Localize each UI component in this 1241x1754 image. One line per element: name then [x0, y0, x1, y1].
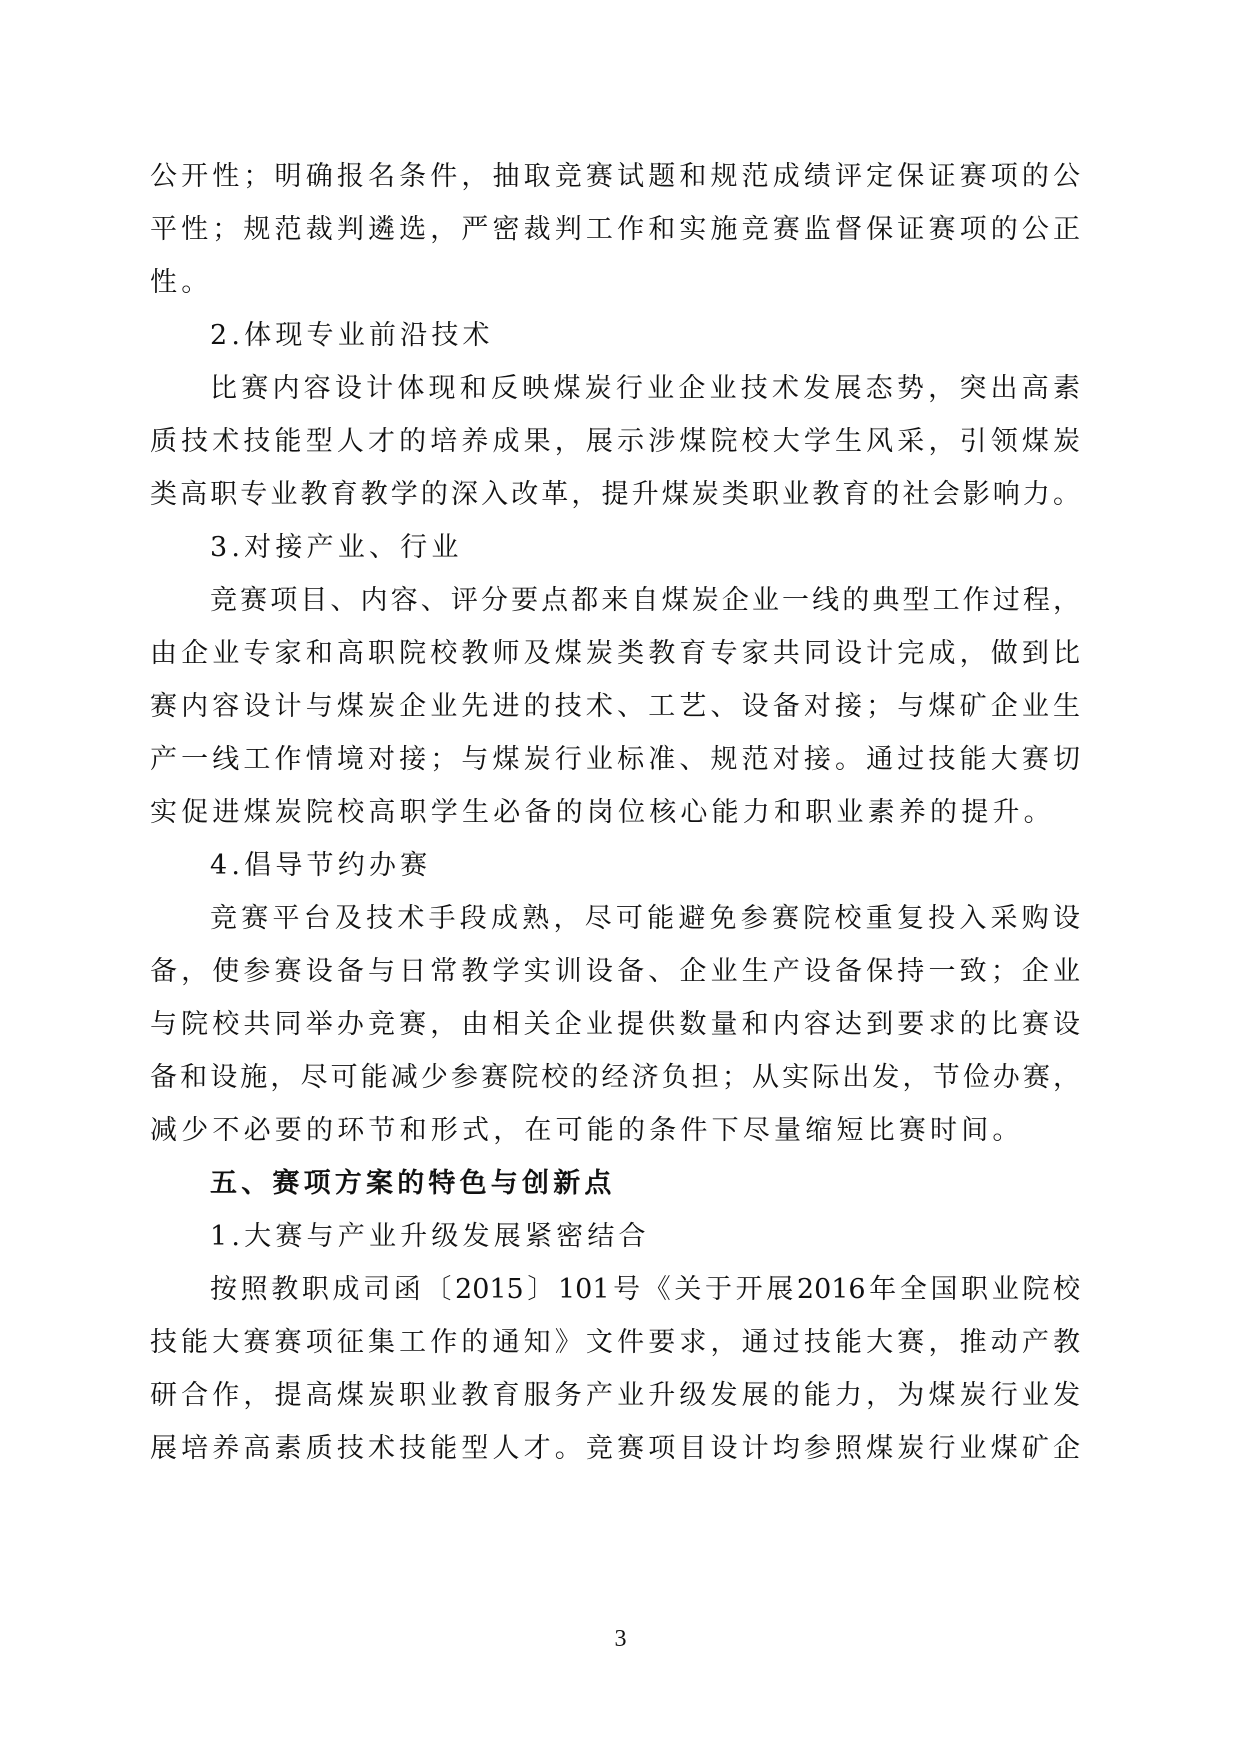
text-line: 竞赛平台及技术手段成熟，尽可能避免参赛院校重复投入采购设	[210, 903, 1080, 934]
subheading: 1.大赛与产业升级发展紧密结合	[210, 1221, 650, 1252]
text-line: 实促进煤炭院校高职学生必备的岗位核心能力和职业素养的提升。	[150, 797, 1055, 828]
text-line: 产一线工作情境对接；与煤炭行业标准、规范对接。通过技能大赛切	[150, 744, 1080, 775]
text-line: 比赛内容设计体现和反映煤炭行业企业技术发展态势，突出高素	[210, 373, 1080, 404]
text-line: 公开性；明确报名条件，抽取竞赛试题和规范成绩评定保证赛项的公	[150, 161, 1080, 192]
section-heading: 五、赛项方案的特色与创新点	[210, 1168, 616, 1199]
text-line: 减少不必要的环节和形式，在可能的条件下尽量缩短比赛时间。	[150, 1115, 1024, 1146]
text-line: 与院校共同举办竞赛，由相关企业提供数量和内容达到要求的比赛设	[150, 1009, 1080, 1040]
subheading: 4.倡导节约办赛	[210, 850, 432, 881]
text-line: 由企业专家和高职院校教师及煤炭类教育专家共同设计完成，做到比	[150, 638, 1080, 669]
text-line: 技能大赛赛项征集工作的通知》文件要求，通过技能大赛，推动产教	[150, 1327, 1080, 1358]
text-line: 研合作，提高煤炭职业教育服务产业升级发展的能力，为煤炭行业发	[150, 1380, 1080, 1411]
text-line: 赛内容设计与煤炭企业先进的技术、工艺、设备对接；与煤矿企业生	[150, 691, 1080, 722]
text-line: 平性；规范裁判遴选，严密裁判工作和实施竞赛监督保证赛项的公正	[150, 214, 1080, 245]
document-page	[150, 150, 1080, 1475]
text-line: 质技术技能型人才的培养成果，展示涉煤院校大学生风采，引领煤炭	[150, 426, 1080, 457]
text-line: 备和设施，尽可能减少参赛院校的经济负担；从实际出发，节俭办赛，	[150, 1062, 1080, 1093]
text-line: 备，使参赛设备与日常教学实训设备、企业生产设备保持一致；企业	[150, 956, 1080, 987]
subheading: 3.对接产业、行业	[210, 532, 463, 563]
text-line: 按照教职成司函〔2015〕101号《关于开展2016年全国职业院校	[210, 1274, 1080, 1305]
subheading: 2.体现专业前沿技术	[210, 320, 494, 351]
text-line: 性。	[150, 267, 213, 298]
text-line: 类高职专业教育教学的深入改革，提升煤炭类职业教育的社会影响力。	[150, 479, 1080, 510]
text-line: 展培养高素质技术技能型人才。竞赛项目设计均参照煤炭行业煤矿企	[150, 1433, 1080, 1464]
page-number: 3	[614, 1626, 627, 1652]
text-line: 竞赛项目、内容、评分要点都来自煤炭企业一线的典型工作过程，	[210, 585, 1080, 616]
